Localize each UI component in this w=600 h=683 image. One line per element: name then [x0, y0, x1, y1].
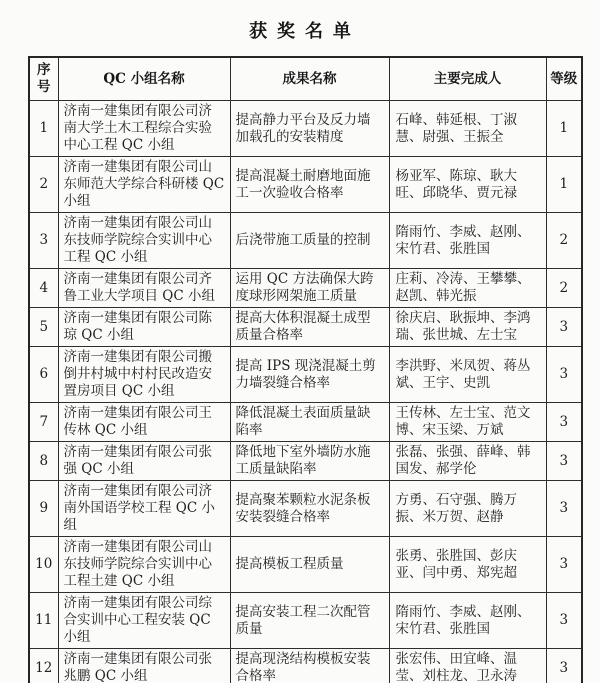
- table-row: [29, 157, 582, 213]
- cell-grade: 2: [546, 269, 582, 308]
- header-index: 序号: [29, 57, 58, 101]
- cell-members: 张勇、张胜国、彭庆亚、闫中勇、郑宪超: [389, 537, 546, 593]
- header-achievement: 成果名称: [230, 57, 389, 101]
- table-row: [29, 649, 582, 683]
- cell-group-name: 济南一建集团有限公司齐鲁工业大学项目 QC 小组: [58, 269, 230, 308]
- cell-grade: 2: [546, 213, 582, 269]
- cell-members: 杨亚军、陈琼、耿大旺、邱晓华、贾元禄: [389, 157, 546, 213]
- cell-group-name: 济南一建集团有限公司搬倒井村城中村村民改造安置房项目 QC 小组: [58, 347, 230, 403]
- cell-achievement: 运用 QC 方法确保大跨度球形网架施工质量: [230, 269, 389, 308]
- table-body: [29, 101, 582, 683]
- cell-members: 隋雨竹、李威、赵刚、宋竹君、张胜国: [389, 593, 546, 649]
- header-group-name: QC 小组名称: [58, 57, 230, 101]
- cell-group-name: 济南一建集团有限公司陈琼 QC 小组: [58, 308, 230, 347]
- table-row: [29, 403, 582, 442]
- header-members: 主要完成人: [389, 57, 546, 101]
- cell-members: 隋雨竹、李威、赵刚、宋竹君、张胜国: [389, 213, 546, 269]
- cell-members: 李洪野、米凤贺、蒋丛斌、王宇、史凯: [389, 347, 546, 403]
- award-table: [28, 56, 583, 683]
- table-row: [29, 308, 582, 347]
- cell-group-name: 济南一建集团有限公司济南外国语学校工程 QC 小组: [58, 481, 230, 537]
- cell-grade: 1: [546, 101, 582, 157]
- cell-achievement: 后浇带施工质量的控制: [230, 213, 389, 269]
- cell-index: 8: [29, 442, 58, 481]
- cell-group-name: 济南一建集团有限公司济南大学土木工程综合实验中心工程 QC 小组: [58, 101, 230, 157]
- table-row: [29, 269, 582, 308]
- cell-achievement: 提高安装工程二次配管质量: [230, 593, 389, 649]
- table-row: [29, 213, 582, 269]
- cell-group-name: 济南一建集团有限公司张强 QC 小组: [58, 442, 230, 481]
- cell-members: 庄莉、冷涛、王攀攀、赵凯、韩光振: [389, 269, 546, 308]
- cell-members: 徐庆启、耿振坤、李鸿瑞、张世城、左士宝: [389, 308, 546, 347]
- header-row: [29, 57, 582, 101]
- cell-achievement: 提高混凝土耐磨地面施工一次验收合格率: [230, 157, 389, 213]
- cell-index: 3: [29, 213, 58, 269]
- cell-index: 4: [29, 269, 58, 308]
- cell-grade: 1: [546, 157, 582, 213]
- cell-grade: 3: [546, 442, 582, 481]
- cell-group-name: 济南一建集团有限公司综合实训中心工程安装 QC 小组: [58, 593, 230, 649]
- cell-grade: 3: [546, 593, 582, 649]
- cell-index: 5: [29, 308, 58, 347]
- cell-group-name: 济南一建集团有限公司张兆鹏 QC 小组: [58, 649, 230, 683]
- cell-achievement: 提高静力平台及反力墙加载孔的安装精度: [230, 101, 389, 157]
- header-grade: 等级: [546, 57, 582, 101]
- cell-group-name: 济南一建集团有限公司王传林 QC 小组: [58, 403, 230, 442]
- cell-index: 12: [29, 649, 58, 683]
- cell-achievement: 提高大体积混凝土成型质量合格率: [230, 308, 389, 347]
- table-row: [29, 347, 582, 403]
- table-row: [29, 442, 582, 481]
- cell-grade: 3: [546, 347, 582, 403]
- cell-grade: 3: [546, 537, 582, 593]
- cell-index: 9: [29, 481, 58, 537]
- cell-achievement: 提高 IPS 现浇混凝土剪力墙裂缝合格率: [230, 347, 389, 403]
- cell-achievement: 提高模板工程质量: [230, 537, 389, 593]
- cell-group-name: 济南一建集团有限公司山东技师学院综合实训中心工程 QC 小组: [58, 213, 230, 269]
- cell-achievement: 降低地下室外墙防水施工质量缺陷率: [230, 442, 389, 481]
- cell-members: 方勇、石守强、腾万振、米万贺、赵静: [389, 481, 546, 537]
- table-row: [29, 101, 582, 157]
- cell-index: 6: [29, 347, 58, 403]
- cell-index: 10: [29, 537, 58, 593]
- page-title: 获奖名单: [249, 21, 361, 42]
- cell-grade: 3: [546, 308, 582, 347]
- cell-achievement: 降低混凝土表面质量缺陷率: [230, 403, 389, 442]
- cell-group-name: 济南一建集团有限公司山东技师学院综合实训中心工程土建 QC 小组: [58, 537, 230, 593]
- cell-achievement: 提高现浇结构模板安装合格率: [230, 649, 389, 683]
- cell-members: 张磊、张强、薛峰、韩国发、郝学伦: [389, 442, 546, 481]
- table-row: [29, 593, 582, 649]
- cell-members: 张宏伟、田宜峰、温莹、刘柱龙、卫永涛: [389, 649, 546, 683]
- cell-group-name: 济南一建集团有限公司山东师范大学综合科研楼 QC 小组: [58, 157, 230, 213]
- cell-achievement: 提高聚苯颗粒水泥条板安装裂缝合格率: [230, 481, 389, 537]
- cell-index: 2: [29, 157, 58, 213]
- cell-grade: 3: [546, 649, 582, 683]
- cell-index: 1: [29, 101, 58, 157]
- cell-grade: 3: [546, 403, 582, 442]
- cell-grade: 3: [546, 481, 582, 537]
- cell-members: 石峰、韩延根、丁淑慧、尉强、王振全: [389, 101, 546, 157]
- table-row: [29, 481, 582, 537]
- cell-index: 7: [29, 403, 58, 442]
- cell-members: 王传林、左士宝、范文博、宋玉梁、万斌: [389, 403, 546, 442]
- cell-index: 11: [29, 593, 58, 649]
- table-row: [29, 537, 582, 593]
